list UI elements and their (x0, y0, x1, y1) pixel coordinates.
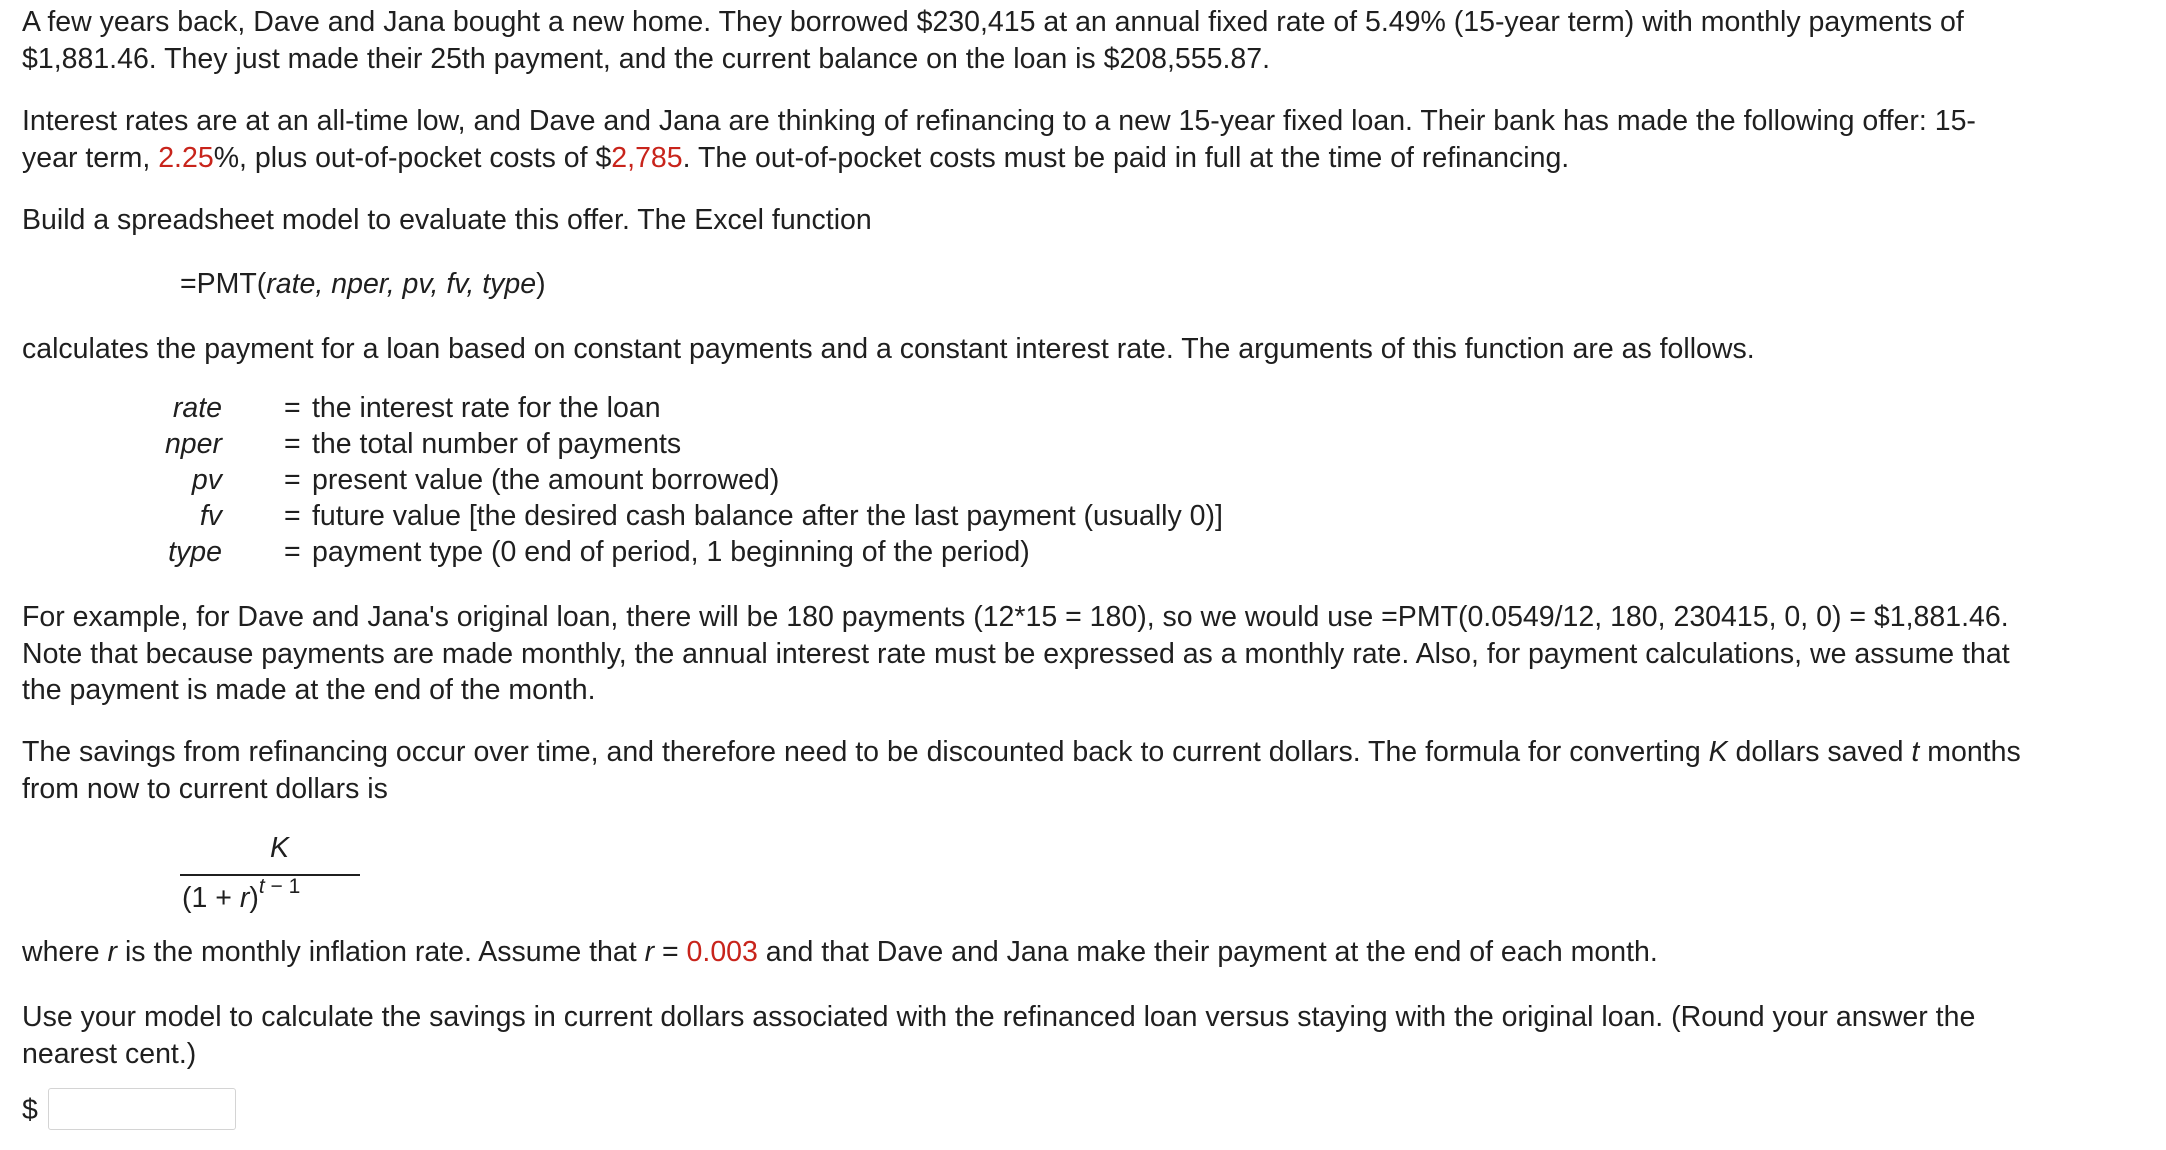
answer-input[interactable] (48, 1088, 236, 1130)
den-r: r (239, 882, 250, 914)
discount-text-a: The savings from refinancing occur over time, and therefore need to be discounted back to current dollars. The formula for converting (22, 736, 1709, 768)
argument-name: nper (164, 428, 222, 460)
argument-equals: = (284, 392, 301, 424)
infl-text-b: is the monthly inflation rate. Assume that (117, 936, 645, 968)
discount-text-b: dollars saved (1727, 736, 1912, 768)
intro-line-1: A few years back, Dave and Jana bought a new home. They borrowed $230,415 at an annual fixed rate of 5.49% (15-year term) with monthly payments of (22, 6, 1964, 38)
example-line-1: For example, for Dave and Jana's original loan, there will be 180 payments (12*15 = 180), so we would use =PMT(0.0549/12, 180, 230415, 0, 0) = $1,881.46. (22, 601, 2009, 633)
var-k: K (1708, 736, 1728, 768)
argument-name: type (168, 536, 222, 568)
example-line-2: Note that because payments are made monthly, the annual interest rate must be expressed as a monthly rate. Also, for payment calculations, we assume that (22, 637, 2010, 670)
argument-equals: = (284, 500, 301, 532)
pmt-suffix: ) (536, 268, 546, 300)
argument-desc: future value [the desired cash balance after the last payment (usually 0)] (312, 500, 1223, 532)
argument-name: pv (191, 464, 222, 496)
task-line-1: Use your model to calculate the savings in current dollars associated with the refinanced loan versus staying with the original loan. (Round your answer the (22, 1001, 1976, 1033)
pmt-description-line: calculates the payment for a loan based on constant payments and a constant interest rate. The arguments of this function are as follows. (22, 333, 1755, 365)
den-close: ) (249, 882, 259, 914)
currency-symbol: $ (22, 1094, 38, 1126)
argument-desc: the total number of payments (312, 428, 682, 460)
argument-equals: = (284, 536, 301, 568)
pmt-args: rate, nper, pv, fv, type (266, 268, 537, 300)
task-paragraph (22, 999, 2142, 1072)
fraction-denominator (182, 875, 301, 915)
argument-equals: = (284, 428, 301, 460)
offer-text-c: . The out-of-pocket costs must be paid in full at the time of refinancing. (682, 141, 1570, 174)
offer-text-b: %, plus out-of-pocket costs of $ (213, 141, 612, 174)
offer-line-2 (22, 140, 2142, 177)
infl-text-d: and that Dave and Jana make their payment at the end of each month. (757, 936, 1658, 968)
argument-equals: = (284, 464, 301, 496)
argument-desc: present value (the amount borrowed) (312, 464, 780, 496)
argument-name: rate (172, 392, 222, 424)
inflation-paragraph (22, 934, 2142, 971)
intro-paragraph (22, 4, 2142, 77)
pmt-formula (180, 266, 546, 302)
example-paragraph (22, 599, 2142, 709)
exponent (259, 875, 300, 898)
inflation-line (22, 934, 2142, 971)
argument-desc: the interest rate for the loan (312, 392, 661, 424)
var-r-1: r (107, 936, 118, 968)
task-line-2: nearest cent.) (22, 1037, 197, 1070)
model-line-1: Build a spreadsheet model to evaluate this offer. The Excel function (22, 204, 872, 236)
model-paragraph (22, 202, 2142, 239)
exp-t: t (258, 875, 265, 898)
inflation-value: 0.003 (686, 936, 758, 968)
offer-paragraph (22, 103, 2142, 176)
infl-text-c: = (654, 936, 687, 968)
discount-paragraph (22, 734, 2142, 807)
pmt-description (22, 331, 2142, 368)
infl-text-a: where (22, 936, 108, 968)
intro-line-2: $1,881.46. They just made their 25th payment, and the current balance on the loan is $208,555.87. (22, 42, 1271, 75)
exp-rest: − 1 (264, 875, 301, 898)
argument-desc: payment type (0 end of period, 1 beginning of the period) (312, 536, 1030, 568)
pmt-prefix: =PMT( (180, 268, 267, 300)
discount-line-1 (22, 734, 2142, 771)
discount-line-2: from now to current dollars is (22, 772, 388, 805)
example-line-3: the payment is made at the end of the month. (22, 674, 596, 706)
fraction-numerator: K (270, 832, 290, 864)
discount-text-c: months (1919, 736, 2021, 768)
var-t: t (1911, 736, 1920, 768)
var-r-2: r (644, 936, 655, 968)
offer-rate-value: 2.25 (158, 141, 214, 174)
offer-costs-value: 2,785 (611, 141, 683, 174)
offer-text-a: year term, (22, 141, 159, 174)
offer-line-1: Interest rates are at an all-time low, and Dave and Jana are thinking of refinancing to a new 15-year fixed loan. Their bank has made the following offer: 15- (22, 105, 1976, 137)
den-open: (1 + (182, 882, 240, 914)
argument-name: fv (199, 500, 222, 532)
